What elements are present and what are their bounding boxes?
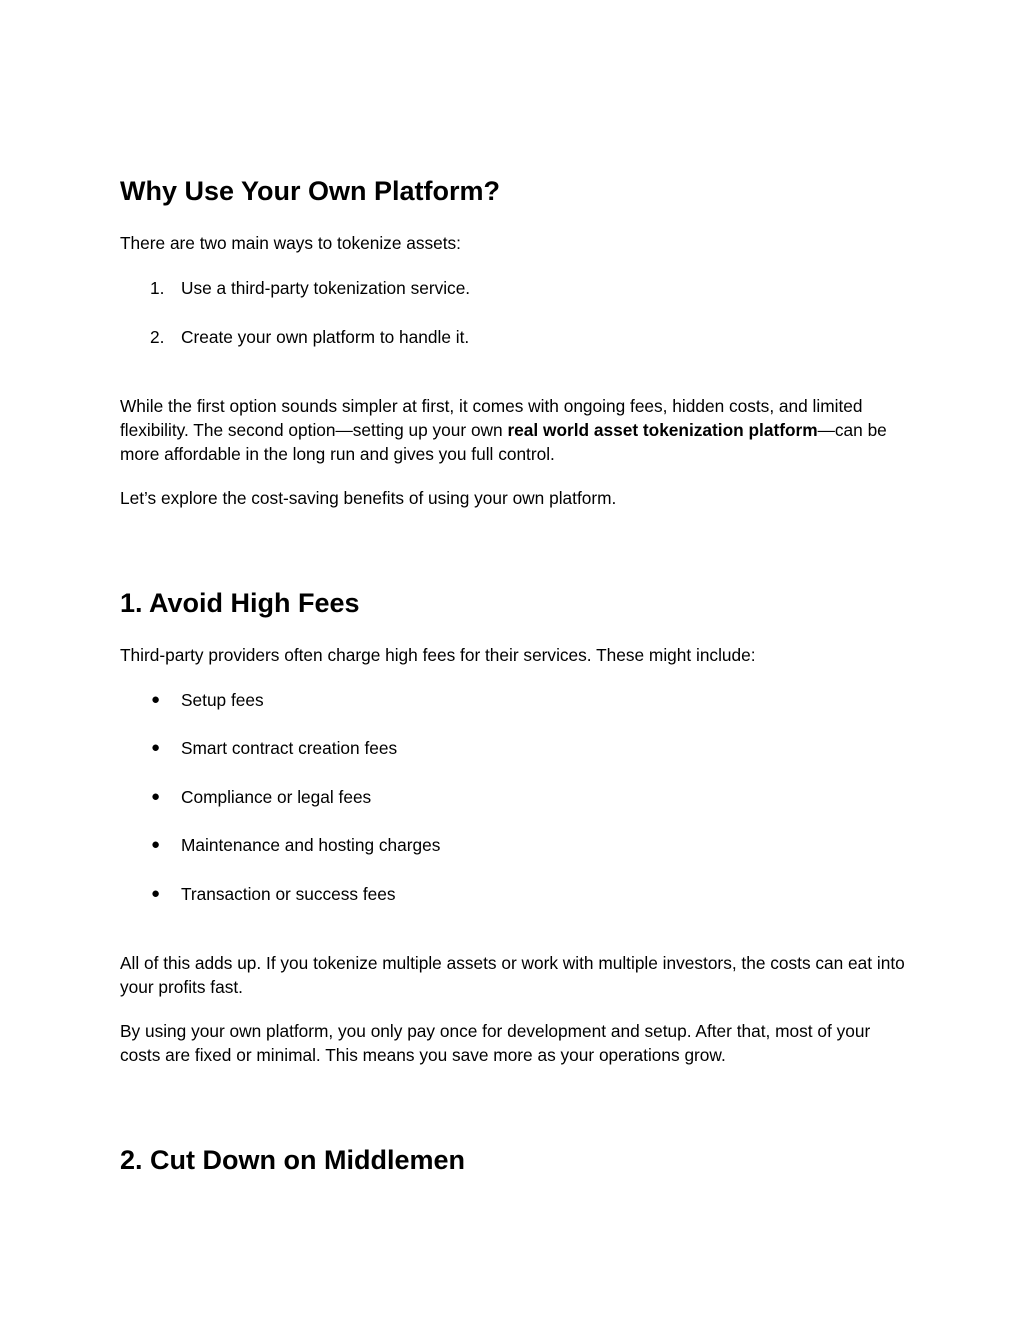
bullet-icon: ● xyxy=(151,885,161,902)
comparison-text-bold: real world asset tokenization platform xyxy=(507,420,818,440)
bullet-icon: ● xyxy=(151,739,161,756)
bullet-icon: ● xyxy=(151,691,161,708)
section-heading-avoid-high-fees: 1. Avoid High Fees xyxy=(120,588,360,618)
bullet-icon: ● xyxy=(151,788,161,805)
list-item-text: Setup fees xyxy=(181,690,264,710)
list-item-text: Smart contract creation fees xyxy=(181,738,398,758)
list-item-text: Maintenance and hosting charges xyxy=(181,835,441,855)
section-heading-why-own-platform: Why Use Your Own Platform? xyxy=(120,176,501,206)
comparison-text-start: While the first option sounds simpler at first, it comes with ongoing fees, hidden costs, and limited flexibility. The second option—setting up your own xyxy=(120,396,863,440)
explore-paragraph: Let’s explore the cost-saving benefits of using your own platform. xyxy=(120,488,617,508)
costs-add-up-paragraph: All of this adds up. If you tokenize multiple assets or work with multiple investors, the costs can eat into your profits fast. xyxy=(120,953,905,997)
section-heading-cut-middlemen: 2. Cut Down on Middlemen xyxy=(120,1145,465,1175)
list-number: 2. xyxy=(150,327,165,347)
fees-lead-paragraph: Third-party providers often charge high fees for their services. These might include: xyxy=(120,645,756,665)
list-item-text: Compliance or legal fees xyxy=(181,787,372,807)
intro-lead-paragraph: There are two main ways to tokenize assets: xyxy=(120,233,461,253)
comparison-text-end: —can be more affordable in the long run and gives you full control. xyxy=(120,420,887,464)
list-item-text: Transaction or success fees xyxy=(181,884,396,904)
list-number: 1. xyxy=(150,278,165,298)
list-item-text: Create your own platform to handle it. xyxy=(181,327,470,347)
list-item-text: Use a third-party tokenization service. xyxy=(181,278,471,298)
own-platform-savings-paragraph: By using your own platform, you only pay once for development and setup. After that, most of your costs are fixed or minimal. This means you save more as your operations grow. xyxy=(120,1021,871,1065)
bullet-icon: ● xyxy=(151,836,161,853)
comparison-paragraph xyxy=(120,394,910,466)
